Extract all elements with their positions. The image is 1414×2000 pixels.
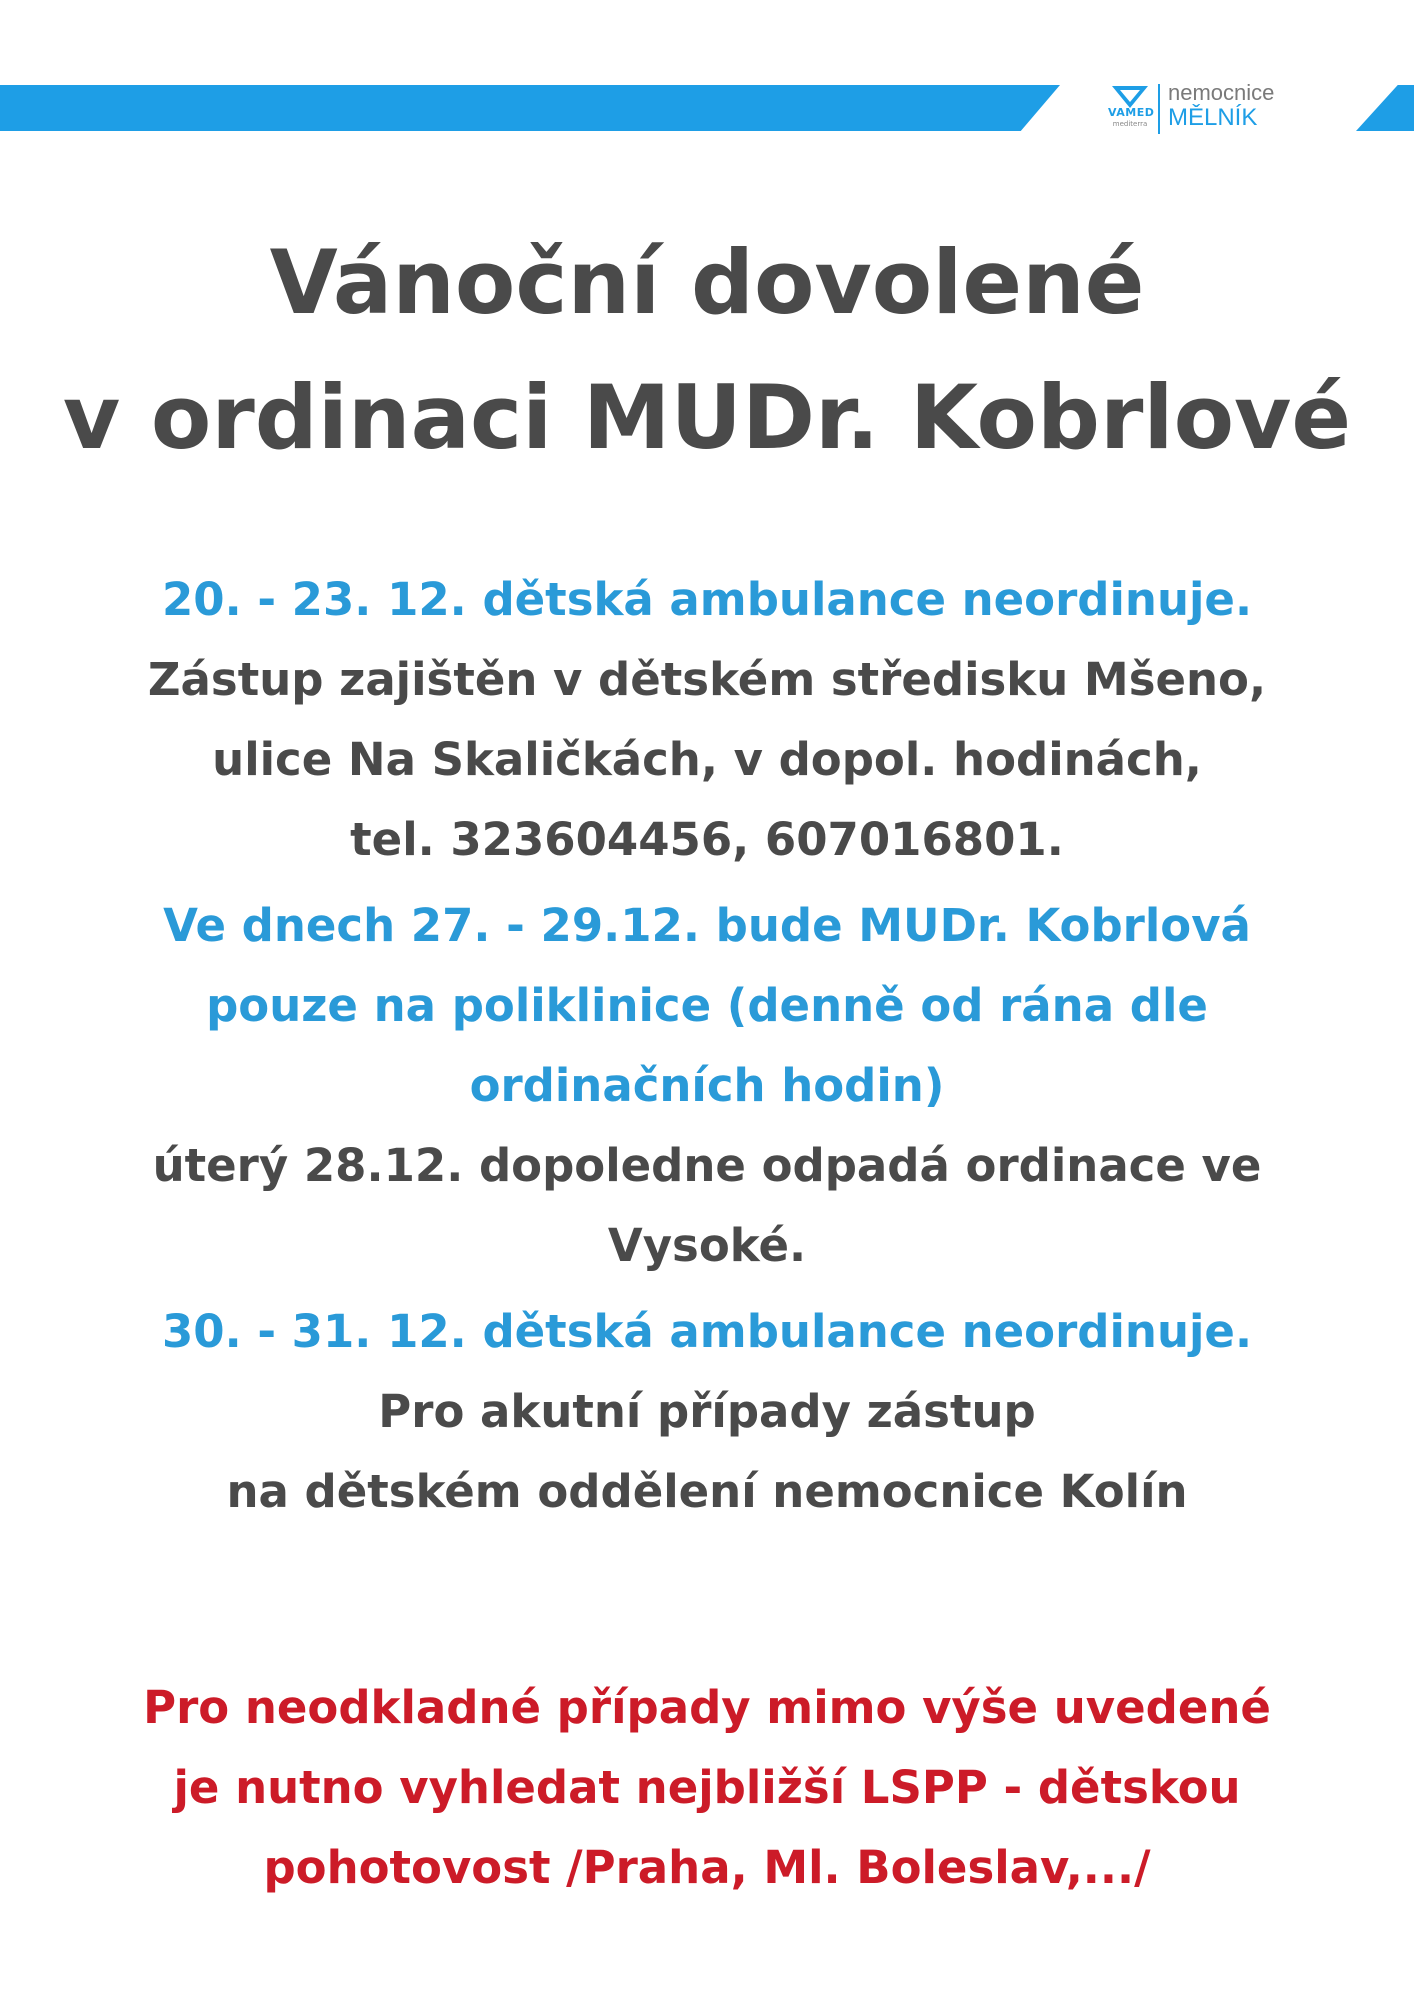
logo-subbrand: mediterra bbox=[1112, 120, 1148, 128]
page-title bbox=[0, 215, 1414, 485]
emergency-warning bbox=[0, 1668, 1414, 1908]
section-1-heading: 20. - 23. 12. dětská ambulance neordinuje. bbox=[161, 573, 1253, 626]
section-2-line-2: Vysoké. bbox=[607, 1219, 807, 1272]
section-1-line-1: Zástup zajištěn v dětském středisku Mšeno, bbox=[147, 653, 1267, 706]
title-line-2: v ordinaci MUDr. Kobrlové bbox=[62, 366, 1352, 469]
section-1 bbox=[0, 560, 1414, 880]
section-1-line-2: ulice Na Skaličkách, v dopol. hodinách, bbox=[212, 733, 1202, 786]
header-accent-bar-right bbox=[1356, 85, 1414, 131]
logo-hospital-word: nemocnice bbox=[1168, 80, 1275, 105]
warning-line-3: pohotovost /Praha, Ml. Boleslav,.../ bbox=[263, 1841, 1151, 1894]
section-3-line-1: Pro akutní případy zástup bbox=[378, 1385, 1036, 1438]
section-2-heading-line-1: Ve dnech 27. - 29.12. bude MUDr. Kobrlová bbox=[163, 899, 1251, 952]
hospital-logo bbox=[1108, 82, 1308, 140]
section-2-heading-line-2: pouze na poliklinice (denně od rána dle bbox=[206, 979, 1208, 1032]
warning-line-2: je nutno vyhledat nejbližší LSPP - dětskou bbox=[173, 1761, 1241, 1814]
logo-city: MĚLNÍK bbox=[1168, 104, 1258, 131]
logo-brand: VAMED bbox=[1108, 106, 1155, 119]
logo-divider bbox=[1158, 84, 1160, 134]
section-3-heading: 30. - 31. 12. dětská ambulance neordinuje. bbox=[161, 1305, 1253, 1358]
section-2-line-1: úterý 28.12. dopoledne odpadá ordinace ve bbox=[152, 1139, 1262, 1192]
section-2 bbox=[0, 886, 1414, 1286]
section-3-line-2: na dětském oddělení nemocnice Kolín bbox=[226, 1465, 1188, 1518]
header-accent-bar-left bbox=[0, 85, 1060, 131]
section-1-line-3: tel. 323604456, 607016801. bbox=[350, 813, 1064, 866]
section-2-heading-line-3: ordinačních hodin) bbox=[469, 1059, 945, 1112]
notice-content bbox=[0, 560, 1414, 1532]
warning-line-1: Pro neodkladné případy mimo výše uvedené bbox=[143, 1681, 1271, 1734]
section-3 bbox=[0, 1292, 1414, 1532]
title-line-1: Vánoční dovolené bbox=[269, 231, 1145, 334]
